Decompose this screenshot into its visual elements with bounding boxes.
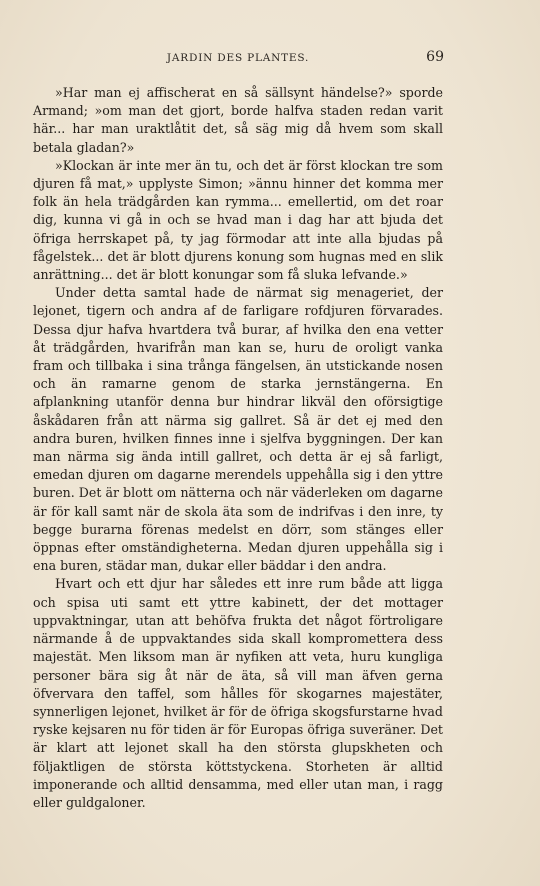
paragraph: »Klockan är inte mer än tu, och det är först klockan tre som djuren få mat,» upplyste Simon; »ännu hinner det komma mer folk än hela trädgården kan rymma... emellertid, om det roar dig, kunna vi gå in och se hvad man i dag har att bjuda det öfriga herrskapet på, ty jag förmodar att inte alla bjudas på fågelstek... det är blott djurens konung som hugnas med en slik anrättning... det är blott konungar som få sluka lefvande.»	[33, 157, 443, 283]
page-header	[33, 49, 443, 71]
paragraph: »Har man ej affischerat en så sällsynt händelse?» sporde Armand; »om man det gjort, borde halfva staden redan varit här... har man uraktlåtit det, så säg mig då hvem som skall betala gladan?»	[33, 85, 443, 155]
body-text	[33, 84, 443, 812]
paragraph: Hvart och ett djur har således ett inre rum både att ligga och spisa uti samt ett yttre kabinett, der det mottager uppvaktningar, utan att behöfva frukta det något förtroligare närmande å de uppvaktandes sida skall kompromettera dess majestät. Men liksom man är nyfiken att veta, huru kungliga personer bära sig åt när de äta, så vill man äfven gerna öfvervara den taffel, som hålles för skogarnes majestäter, synnerligen lejonet, hvilket är för de öfriga skogsfurstarne hvad ryske kejsaren nu för tiden är för Europas öfriga suveräner. Det är klart att lejonet skall ha den största glupskheten och följaktligen de största köttstyckena. Storheten är alltid imponerande och alltid densamma, med eller utan man, i ragg eller guldgaloner.	[33, 576, 443, 810]
paragraph: Under detta samtal hade de närmat sig menageriet, der lejonet, tigern och andra af de farligare rofdjuren förvarades. Dessa djur hafva hvartdera två burar, af hvilka den ena vetter åt trädgården, hvarifrån man kan se, huru de oroligt vanka fram och tillbaka i sina trånga fängelsen, än utstickande nosen och än ramarne genom de starka jernstängerna. En afplankning utanför denna bur hindrar likväl den oförsigtige åskådaren från att närma sig gallret. Så är det ej med den andra buren, hvilken finnes inne i sjelfva byggningen. Der kan man närma sig ända intill gallret, och detta är ej så farligt, emedan djuren om dagarne merendels uppehålla sig i den yttre buren. Det är blott om nätterna och när väderleken om dagarne är för kall samt när de skola äta som de indrifvas i den inre, ty begge burarna förenas medelst en dörr, som stänges eller öppnas efter omständigheterna. Medan djuren uppehålla sig i ena buren, städar man, dukar eller bäddar i den andra.	[33, 285, 443, 574]
running-head: JARDIN DES PLANTES.	[166, 52, 310, 64]
page-number: 69	[426, 49, 444, 65]
